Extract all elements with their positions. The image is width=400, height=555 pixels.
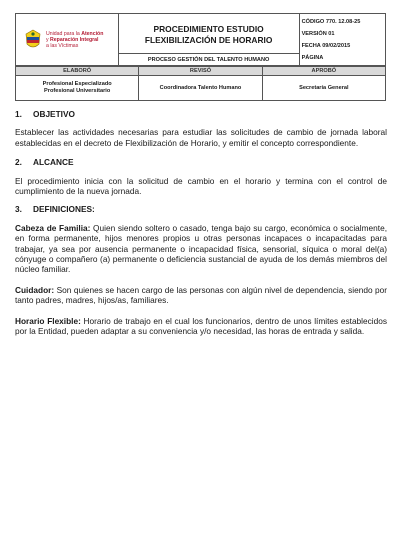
- document-code: CÓDIGO 770. 12.08-25: [301, 18, 361, 25]
- signoff-reviso: Coordinadora Talento Humano: [139, 76, 262, 101]
- section-heading-definiciones: 3. DEFINICIONES:: [15, 204, 95, 215]
- section-text-alcance: El procedimiento inicia con la solicitud de cambio en el horario y termina con el control de cumplimiento de la nueva jornada.: [15, 175, 387, 197]
- definition-cabeza-de-familia: Cabeza de Familia: Quien siendo soltero o casado, tenga bajo su cargo, económica o socialmente, en forma permanente, hijos menores propios u otras personas incapaces o incapacitadas para trabajar, ya sea por ausencia permanente o incapacidad física, sensorial, síquica o moral del(a) cónyuge o compañero (a) permanente o deficiencia sustancial de ayuda de los demás miembros del núcleo familiar.: [15, 222, 387, 275]
- document-body: [15, 109, 387, 337]
- document-page: PÁGINA: [301, 54, 324, 61]
- section-heading-objetivo: 1. OBJETIVO: [15, 109, 75, 119]
- colombia-seal-icon: [24, 29, 42, 51]
- document-date: FECHA 09/02/2015: [301, 42, 351, 49]
- process-name-cell: [118, 54, 299, 66]
- entity-logo: [18, 20, 116, 60]
- section-heading-alcance: 2. ALCANCE: [15, 157, 74, 168]
- document-header: [15, 13, 386, 66]
- process-name: PROCESO GESTIÓN DEL TALENTO HUMANO: [147, 56, 270, 63]
- title-line-2: FLEXIBILIZACIÓN DE HORARIO: [144, 34, 273, 45]
- definition-cuidador: Cuidador: Son quienes se hacen cargo de las personas con algún nivel de dependencia, siendo por tanto padres, madres, hijos/as, familiares.: [15, 284, 387, 306]
- definition-horario-flexible: Horario Flexible: Horario de trabajo en el cual los funcionarios, dentro de unos límites establecidos por la Entidad, pueden adaptar a su conveniencia y/o necesidad, las horas de entrada y salida.: [15, 315, 387, 337]
- signoff-label-aprobo: APROBÓ: [262, 67, 385, 76]
- document-metadata: [299, 14, 385, 66]
- logo-wordmark: Unidad para la Atención y Reparación Integral a las Víctimas: [46, 30, 104, 49]
- signoff-table: [15, 66, 386, 101]
- title-line-1: PROCEDIMIENTO ESTUDIO: [153, 23, 264, 34]
- section-text-objetivo: Establecer las actividades necesarias para estudiar las solicitudes de cambio de jornada laboral establecidas en el decreto de Flexibilización de Horario, y emitir el concepto correspondiente.: [15, 127, 387, 148]
- document-version: VERSIÓN 01: [301, 30, 335, 37]
- signoff-aprobo: Secretaría General: [262, 76, 385, 101]
- signoff-elaboro: Profesional Especializado Profesional Universitario: [16, 76, 139, 101]
- logo-cell: [16, 14, 119, 66]
- signoff-label-elaboro: ELABORÓ: [16, 67, 139, 76]
- signoff-label-reviso: REVISÓ: [139, 67, 262, 76]
- document-title: [118, 14, 299, 54]
